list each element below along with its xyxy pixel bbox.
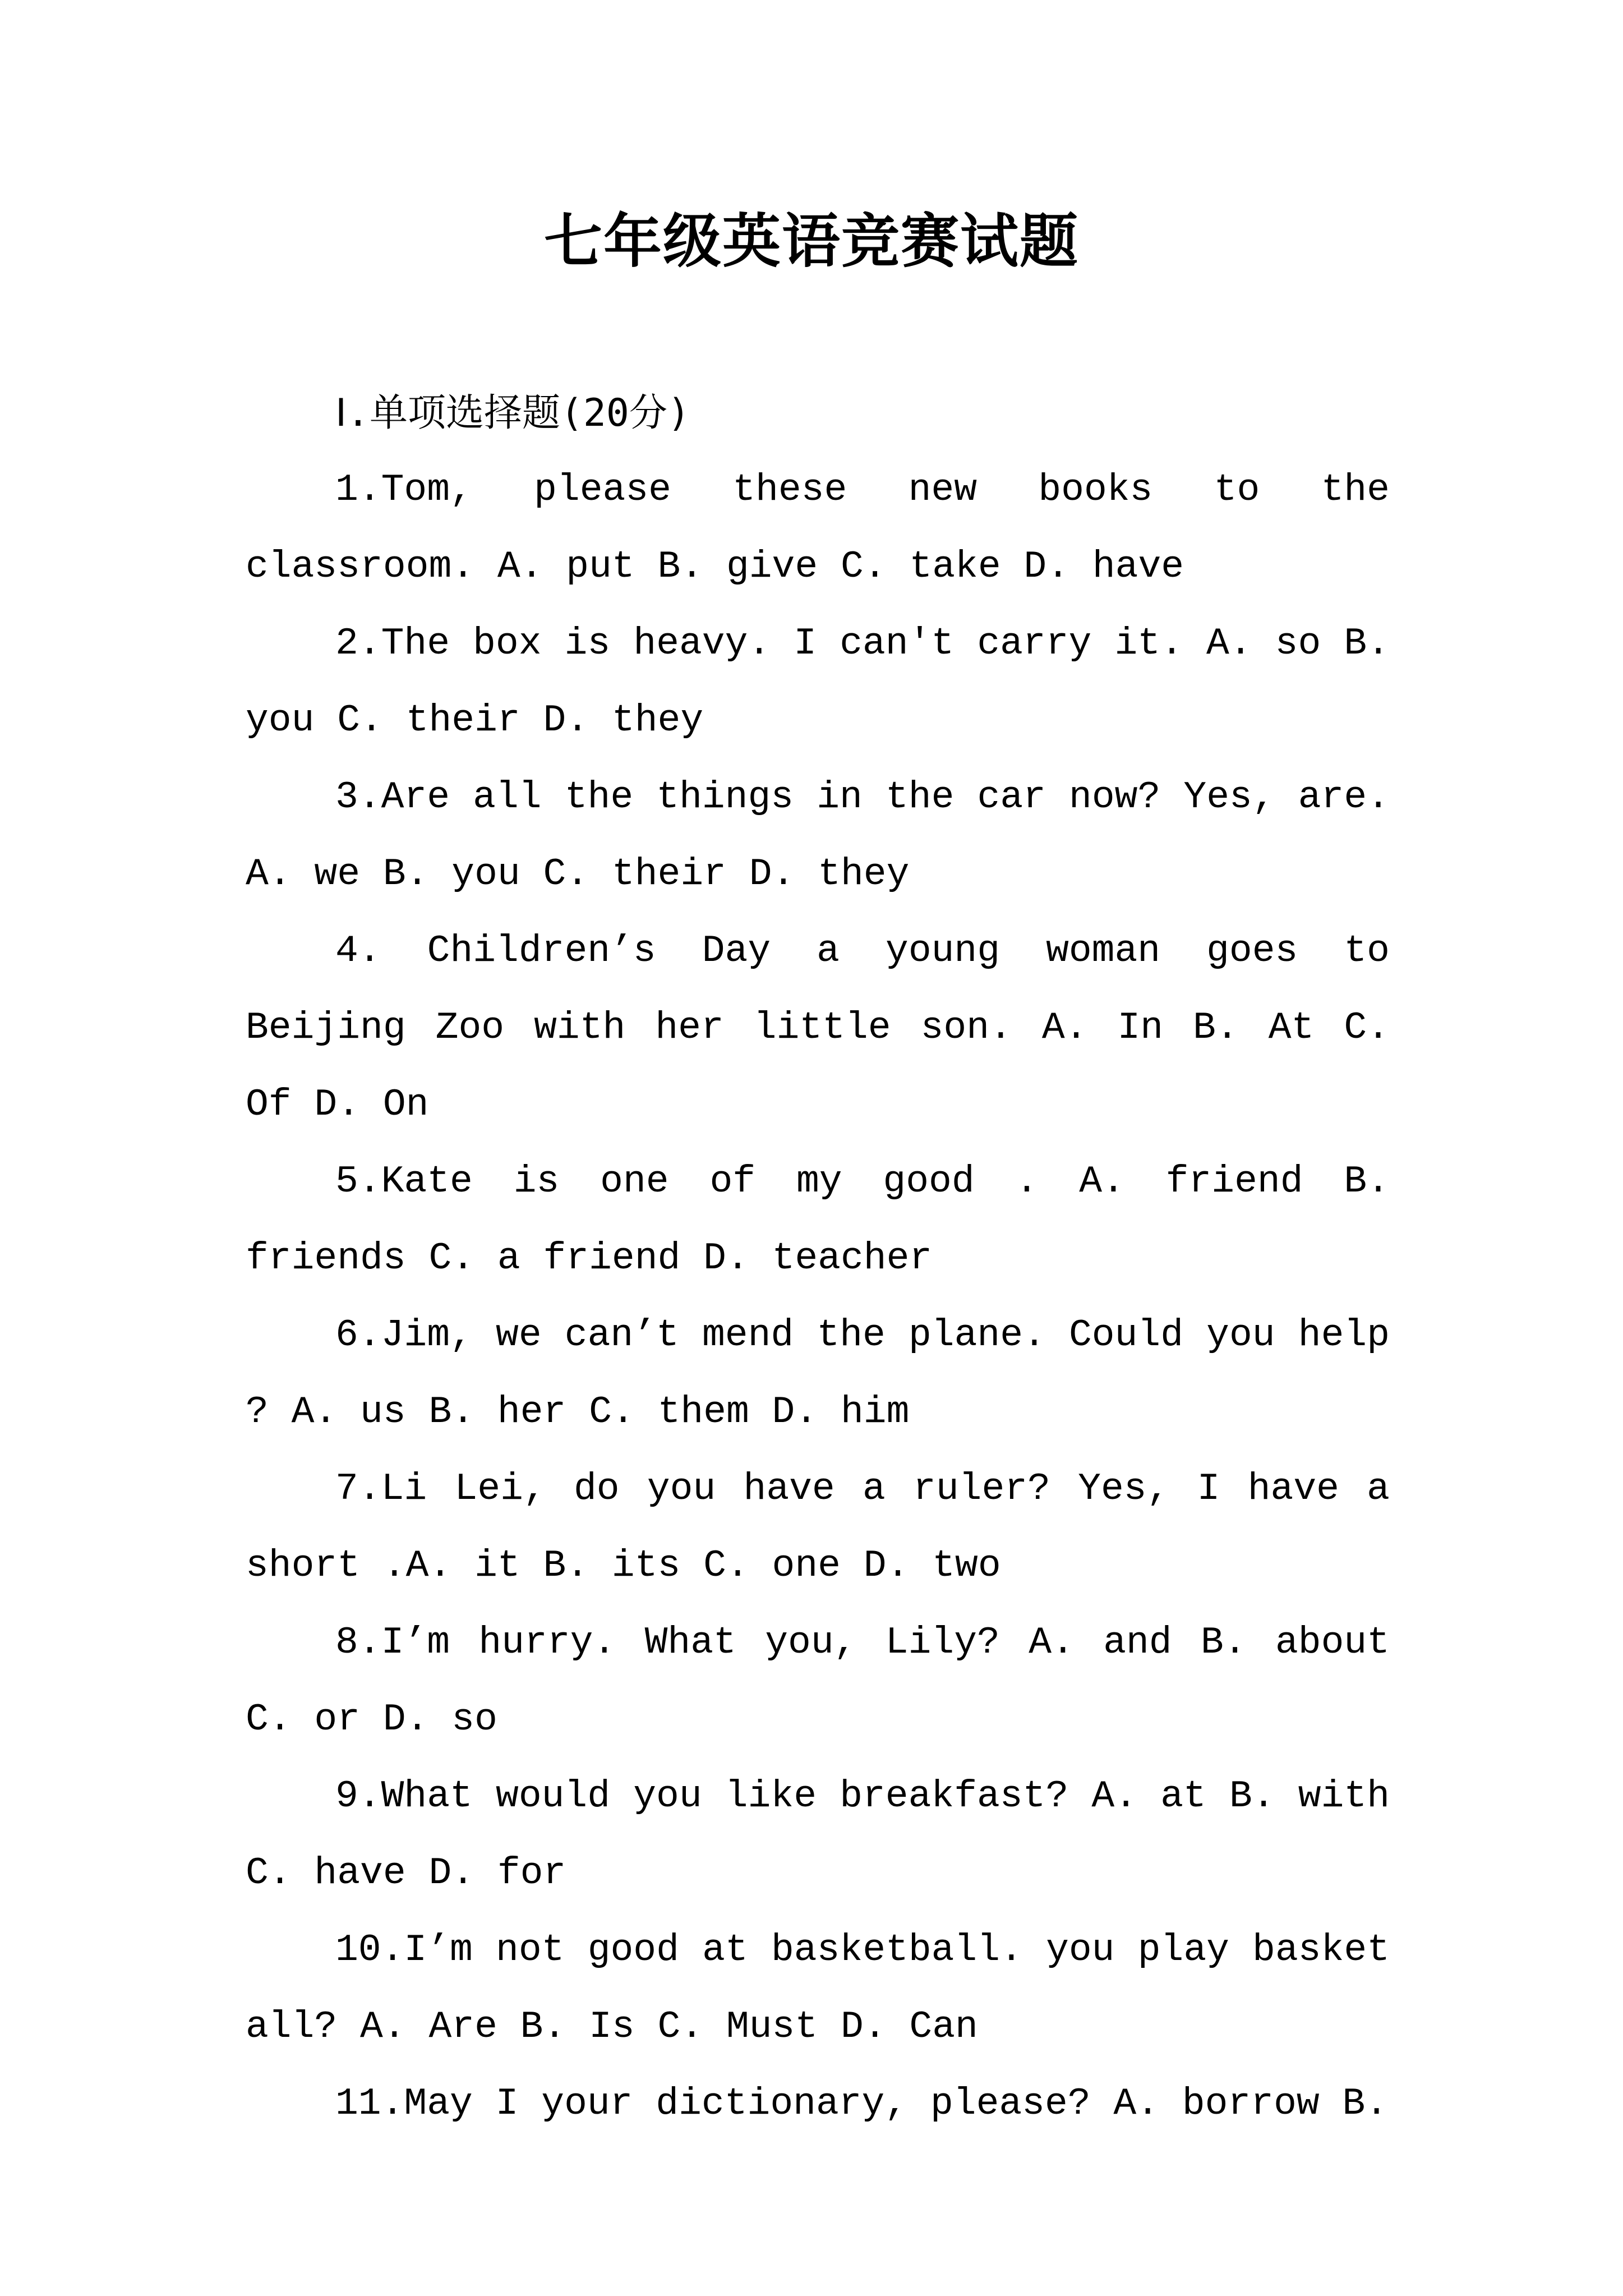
question-9: 9.What would you like breakfast? A. at B. with C. have D. for <box>246 1775 1390 1895</box>
question-3: 3.Are all the things in the car now? Yes, are. A. we B. you C. their D. they <box>246 776 1390 896</box>
question-2: 2.The box is heavy. I can't carry it. A. so B. you C. their D. they <box>246 622 1390 742</box>
document-title: 七年级英语竞赛试题 <box>543 206 1079 275</box>
question-5: 5.Kate is one of my good . A. friend B. friends C. a friend D. teacher <box>246 1160 1390 1280</box>
question-1: 1.Tom, please these new books to the classroom. A. put B. give C. take D. have <box>246 468 1390 588</box>
question-6: 6.Jim, we can’t mend the plane. Could you help ? A. us B. her C. them D. him <box>246 1314 1390 1434</box>
question-11: 11.May I your dictionary, please? A. borrow B. <box>335 2082 1389 2125</box>
question-7: 7.Li Lei, do you have a ruler? Yes, I have a short .A. it B. its C. one D. two <box>246 1467 1390 1588</box>
document-body <box>246 375 1390 2142</box>
question-8: 8.I’m hurry. What you, Lily? A. and B. about C. or D. so <box>246 1621 1390 1741</box>
question-10: 10.I’m not good at basketball. you play basket all? A. Are B. Is C. Must D. Can <box>246 1929 1390 2049</box>
question-4: 4. Children’s Day a young woman goes to Beijing Zoo with her little son. A. In B. At C. Of D. On <box>246 930 1390 1126</box>
section-heading: Ⅰ.单项选择题(20分) <box>335 391 690 435</box>
